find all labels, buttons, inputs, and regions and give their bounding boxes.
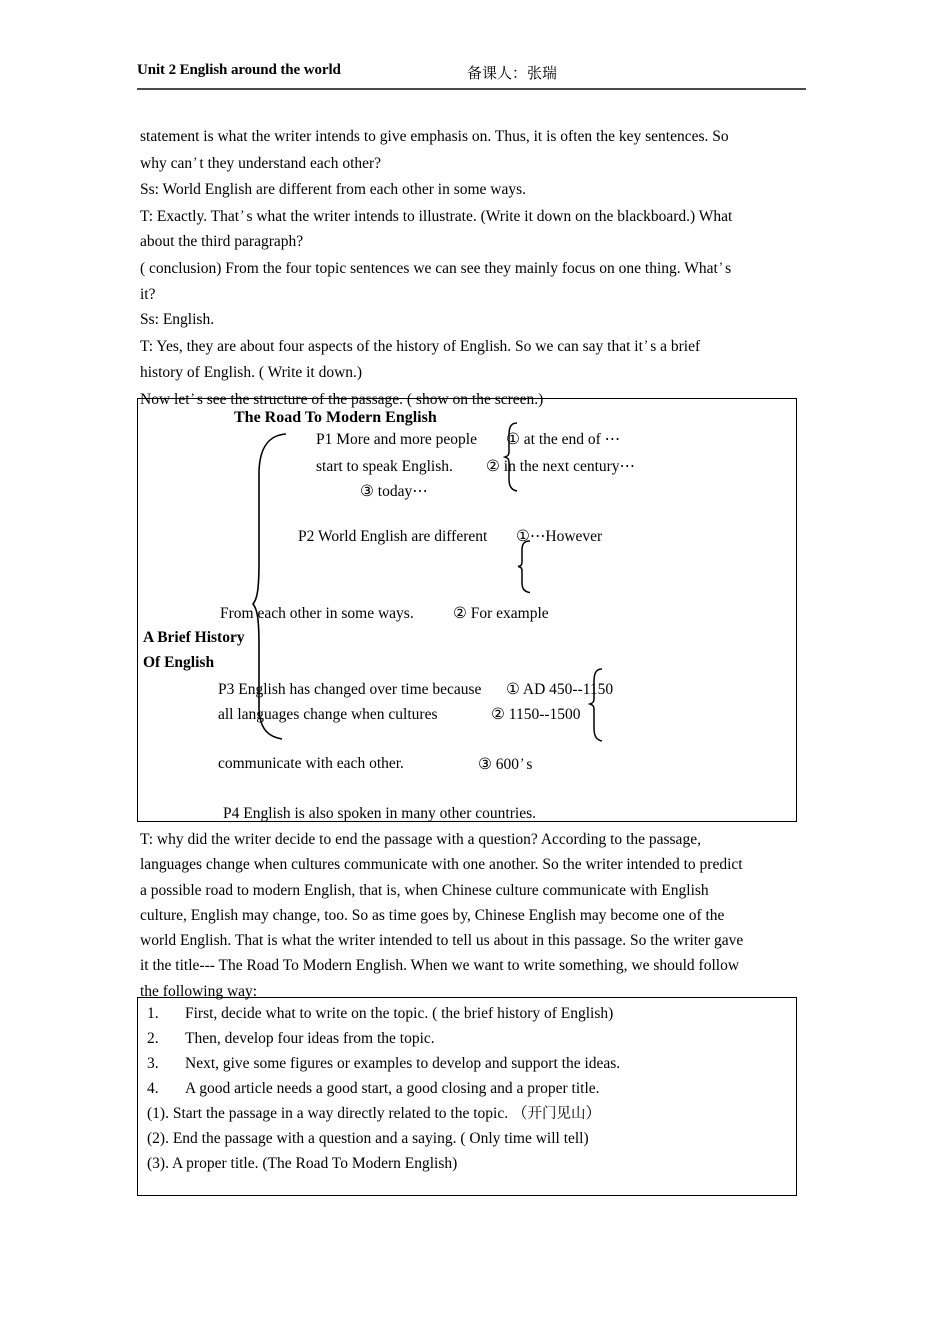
sub-text-post: ）: [585, 1105, 601, 1122]
list-item-text: Next, give some figures or examples to develop and support the ideas.: [185, 1055, 621, 1072]
header-author: 备课人：张瑞: [467, 66, 558, 82]
line-text: it the title--- The Road To Modern English. When we want to write something, we should follow: [140, 957, 740, 975]
diagram-title: The Road To Modern English: [234, 409, 437, 426]
page-header: [137, 62, 806, 88]
line-text: history of English. ( Write it down.): [140, 363, 363, 381]
line-text: Ss: World English are different from each other in some ways.: [140, 180, 527, 198]
line-text: s: [725, 260, 732, 278]
line-text: s see the structure of the passage. ( show on the screen.): [196, 390, 544, 408]
paragraph-line: [140, 878, 807, 903]
diagram-p4-line1: P4 English is also spoken in many other countries.: [223, 805, 536, 822]
list-sub-item-text: [147, 1101, 601, 1127]
line-text: T: Yes, they are about four aspects of the history of English. So we can say that it: [140, 338, 643, 356]
line-text: about the third paragraph?: [140, 233, 304, 251]
item3-text: ③ 600: [478, 756, 520, 773]
paragraph-line: [140, 254, 807, 281]
list-item-text: First, decide what to write on the topic. ( the brief history of English): [185, 1005, 614, 1022]
line-text: the following way:: [140, 982, 258, 1000]
paragraph-line: [140, 827, 807, 852]
line-text: languages change when cultures communicate with one another. So the writer intended to predict: [140, 856, 743, 874]
diagram-brief-history-line2: Of English: [143, 654, 215, 671]
apostrophe-glyph: ’: [718, 259, 724, 275]
apostrophe-glyph: ’: [240, 206, 245, 222]
apostrophe-glyph: ’: [193, 154, 198, 170]
diagram-p2-item1: ①⋯However: [516, 528, 603, 545]
middle-text-block: [140, 827, 807, 1004]
diagram-p3-line3: communicate with each other.: [218, 755, 404, 772]
line-text: s what the writer intends to illustrate. (Write it down on the blackboard.) What: [246, 207, 733, 225]
paragraph-line: [140, 903, 807, 928]
diagram-p2-line1: P2 World English are different: [298, 528, 488, 545]
line-text: why can: [140, 155, 193, 173]
paragraph-line: [140, 928, 807, 953]
line-text: ( conclusion) From the four topic sentences we can see they mainly focus on one thing. What: [140, 260, 718, 278]
diagram-p3-item1: ① AD 450--1150: [506, 681, 614, 698]
top-text-block: [140, 124, 807, 412]
small-brace-icon-p3: [588, 667, 606, 743]
sub-text-pre: (1). Start the passage in a way directly related to the topic. （: [147, 1105, 528, 1122]
list-item-number: 3.: [147, 1055, 159, 1072]
list-sub-item-text: (2). End the passage with a question and a saying. ( Only time will tell): [147, 1130, 589, 1147]
list-item-text: Then, develop four ideas from the topic.: [185, 1030, 435, 1047]
list-item: [147, 1076, 787, 1101]
paragraph-line: [140, 852, 807, 877]
list-item: [147, 1001, 787, 1026]
structure-diagram-box: [137, 398, 797, 822]
sub-text-chinese: 开门见山: [527, 1106, 586, 1122]
writing-steps-list: [147, 1001, 787, 1176]
line-text: it?: [140, 285, 156, 303]
diagram-p3-item2: ② 1150--1500: [491, 706, 581, 723]
apostrophe-glyph: ’: [520, 755, 525, 770]
paragraph-line: [140, 177, 807, 202]
line-text: T: Exactly. That: [140, 207, 240, 225]
diagram-p1-line2: start to speak English.: [316, 458, 453, 475]
line-text: world English. That is what the writer intended to tell us about in this passage. So the writer gave: [140, 932, 744, 950]
list-item-number: 4.: [147, 1080, 159, 1097]
paragraph-line: [140, 282, 807, 307]
list-sub-item: [147, 1151, 787, 1176]
line-text: T: why did the writer decide to end the passage with a question? According to the passage,: [140, 831, 701, 848]
line-text: s a brief: [650, 338, 701, 356]
small-brace-icon-p2: [516, 539, 534, 594]
diagram-p2-line2: From each other in some ways.: [220, 605, 414, 622]
item3-suffix: s: [526, 756, 533, 773]
list-item: [147, 1026, 787, 1051]
header-divider: [137, 88, 806, 90]
line-text: culture, English may change, too. So as time goes by, Chinese English may become one of the: [140, 906, 725, 924]
diagram-p3-item3: [478, 756, 532, 773]
paragraph-line: [140, 332, 807, 359]
list-sub-item: [147, 1126, 787, 1151]
list-item-number: 2.: [147, 1030, 159, 1047]
line-text: t they understand each other?: [199, 155, 382, 173]
list-item-number: 1.: [147, 1005, 159, 1022]
paragraph-line: [140, 149, 807, 176]
diagram-p1-line1: P1 More and more people: [316, 431, 477, 448]
list-sub-item-text: (3). A proper title. (The Road To Modern English): [147, 1155, 458, 1172]
paragraph-line: [140, 124, 807, 149]
writing-steps-box: [137, 997, 797, 1196]
paragraph-line: [140, 229, 807, 254]
paragraph-line: [140, 202, 807, 229]
diagram-p1-item2: ② in the next century⋯: [486, 458, 636, 475]
header-unit-title: Unit 2 English around the world: [137, 62, 341, 78]
line-text: Ss: English.: [140, 311, 215, 329]
line-text: statement is what the writer intends to give emphasis on. Thus, it is often the key sentences. So: [140, 128, 729, 145]
diagram-p2-item2: ② For example: [453, 605, 549, 622]
diagram-brief-history-line1: A Brief History: [143, 629, 245, 646]
paragraph-line: [140, 360, 807, 385]
apostrophe-glyph: ’: [190, 389, 195, 405]
diagram-p3-line2: all languages change when cultures: [218, 706, 438, 723]
paragraph-line: [140, 953, 807, 978]
diagram-p3-line1: P3 English has changed over time because: [218, 681, 482, 698]
list-sub-item: [147, 1101, 787, 1126]
paragraph-line: [140, 307, 807, 332]
diagram-p1-item1: ① at the end of ⋯: [506, 431, 621, 448]
list-item-text: A good article needs a good start, a good closing and a proper title.: [185, 1080, 600, 1097]
apostrophe-glyph: ’: [643, 337, 649, 353]
line-text: Now let: [140, 390, 190, 408]
diagram-p1-item3: ③ today⋯: [360, 483, 428, 500]
list-item: [147, 1051, 787, 1076]
line-text: a possible road to modern English, that is, when Chinese culture communicate with English: [140, 881, 709, 899]
